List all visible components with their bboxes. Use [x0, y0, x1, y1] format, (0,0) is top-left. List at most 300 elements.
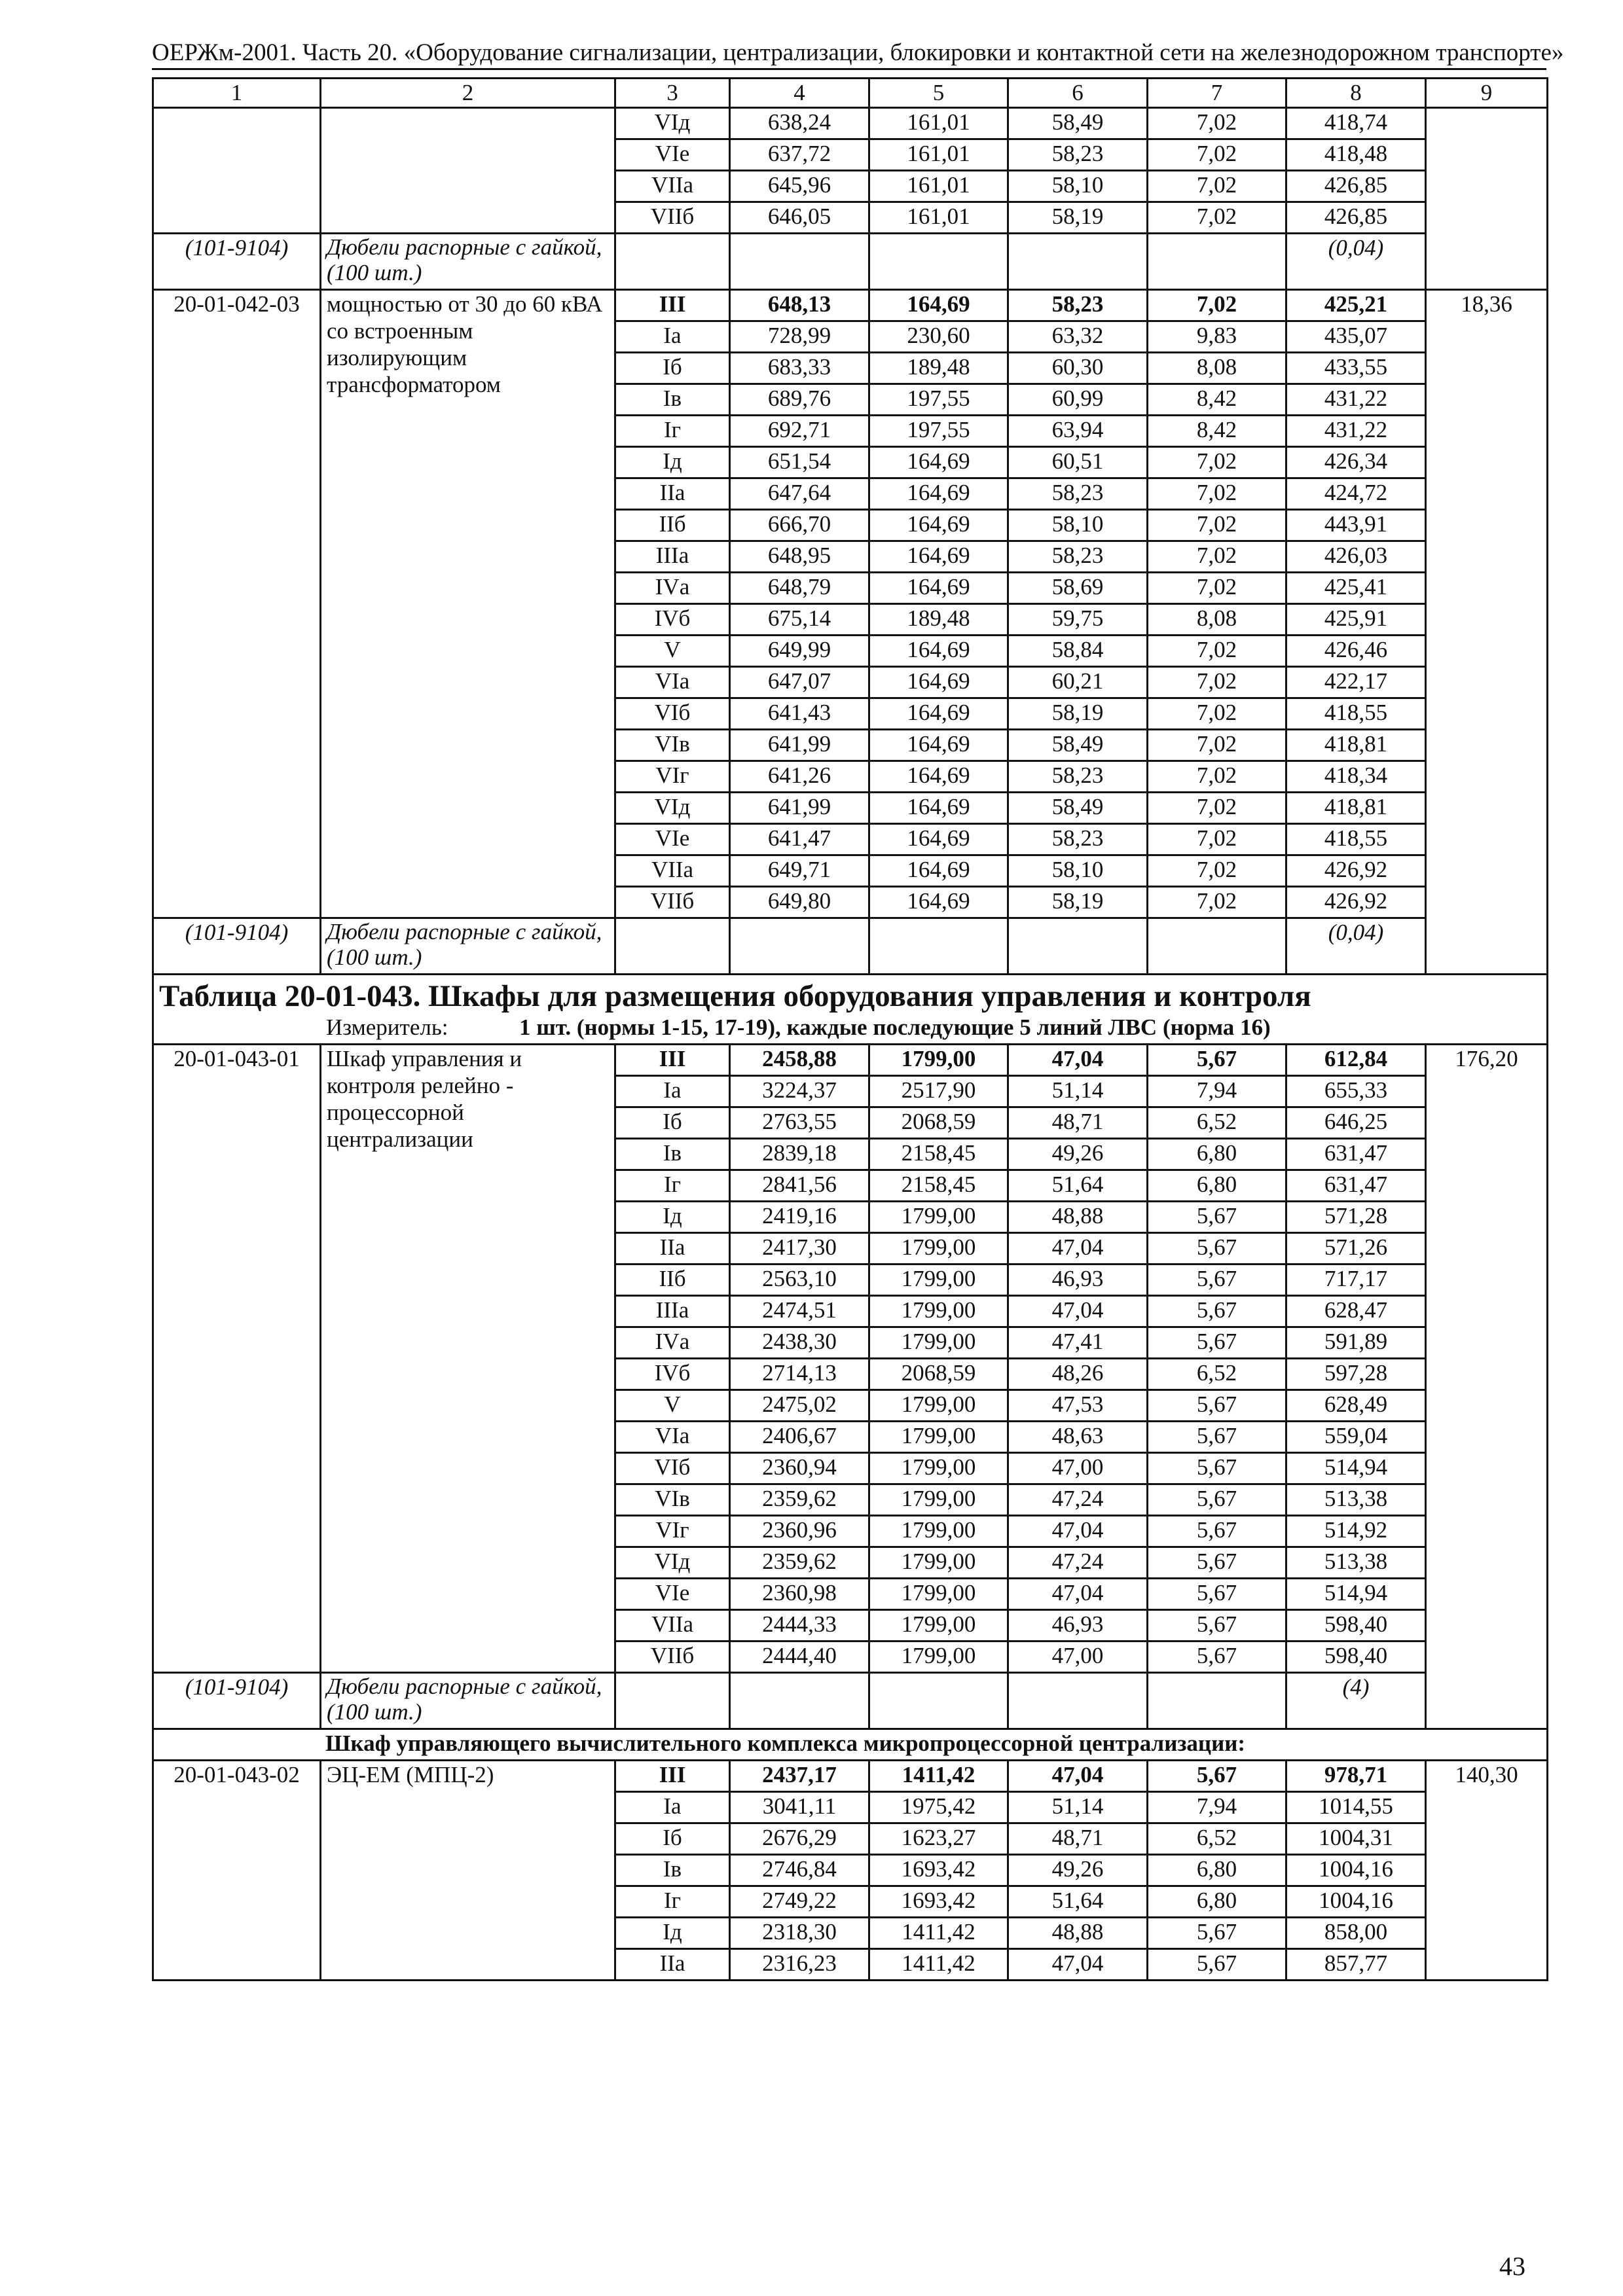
value-cell: 2316,23	[730, 1949, 869, 1981]
value-cell: 2438,30	[730, 1327, 869, 1359]
value-cell: 426,85	[1286, 202, 1426, 234]
zone-cell: VIIа	[615, 171, 730, 202]
value-cell: 857,77	[1286, 1949, 1426, 1981]
value-cell: 48,88	[1008, 1202, 1148, 1233]
zone-cell: Iд	[615, 447, 730, 478]
value-cell: 2419,16	[730, 1202, 869, 1233]
value-cell: 161,01	[869, 171, 1008, 202]
value-cell: 2676,29	[730, 1823, 869, 1855]
value-cell: 2444,33	[730, 1610, 869, 1641]
value-cell: 7,02	[1148, 478, 1286, 510]
value-cell: 47,53	[1008, 1390, 1148, 1422]
value-cell: 7,02	[1148, 761, 1286, 793]
value-cell: 48,63	[1008, 1422, 1148, 1453]
value-cell: 1799,00	[869, 1390, 1008, 1422]
zone-cell: Iб	[615, 1823, 730, 1855]
zone-cell: V	[615, 636, 730, 667]
value-cell: 1799,00	[869, 1265, 1008, 1296]
value-cell: 2517,90	[869, 1076, 1008, 1107]
measure-line	[159, 1014, 1541, 1043]
value-cell: 58,23	[1008, 824, 1148, 855]
zone-cell: IIIа	[615, 541, 730, 573]
value-cell: 6,52	[1148, 1823, 1286, 1855]
value-cell: 648,95	[730, 541, 869, 573]
value-cell: 5,67	[1148, 1296, 1286, 1327]
value-cell: 6,52	[1148, 1359, 1286, 1390]
value-cell: 7,02	[1148, 793, 1286, 824]
value-cell: 7,94	[1148, 1076, 1286, 1107]
value-cell: 728,99	[730, 321, 869, 353]
zone-cell: IVб	[615, 604, 730, 636]
value-cell: 418,81	[1286, 793, 1426, 824]
zone-cell: VIIб	[615, 202, 730, 234]
value-cell: 51,64	[1008, 1886, 1148, 1918]
value-cell: 1004,16	[1286, 1855, 1426, 1886]
value-cell: 1411,42	[869, 1918, 1008, 1949]
zone-cell: VIд	[615, 793, 730, 824]
zone-cell: Iб	[615, 1107, 730, 1139]
zone-cell: IVб	[615, 1359, 730, 1390]
value-cell: 978,71	[1286, 1761, 1426, 1792]
value-cell: 683,33	[730, 353, 869, 384]
norms-table	[152, 77, 1548, 1981]
value-cell: 47,24	[1008, 1547, 1148, 1579]
value-cell: 7,02	[1148, 108, 1286, 139]
value-cell: 628,47	[1286, 1296, 1426, 1327]
subresource-name: Дюбели распорные с гайкой, (100 шт.)	[327, 1674, 602, 1725]
table-row	[153, 1761, 1548, 1792]
value-cell: 2359,62	[730, 1484, 869, 1516]
value-cell: 2360,96	[730, 1516, 869, 1547]
zone-cell: VIб	[615, 1453, 730, 1484]
value-cell: 514,94	[1286, 1453, 1426, 1484]
value-cell: 559,04	[1286, 1422, 1426, 1453]
table-row	[153, 290, 1548, 321]
value-cell: 60,99	[1008, 384, 1148, 416]
subresource-code: (101-9104)	[185, 920, 289, 945]
empty-cell	[1148, 234, 1286, 290]
value-cell: 641,99	[730, 793, 869, 824]
zone-cell: Iв	[615, 1139, 730, 1170]
value-cell: 60,51	[1008, 447, 1148, 478]
value-cell: 2714,13	[730, 1359, 869, 1390]
value-cell: 49,26	[1008, 1139, 1148, 1170]
value-cell: 1411,42	[869, 1949, 1008, 1981]
zone-cell: VIа	[615, 1422, 730, 1453]
value-cell: 648,13	[730, 290, 869, 321]
value-cell: 649,71	[730, 855, 869, 887]
table-row	[153, 1045, 1548, 1076]
value-cell: 7,02	[1148, 636, 1286, 667]
norm-code: 20-01-042-03	[173, 291, 300, 317]
value-cell: 649,99	[730, 636, 869, 667]
value-cell: 2406,67	[730, 1422, 869, 1453]
column-number: 7	[1148, 79, 1286, 108]
value-cell: 8,08	[1148, 604, 1286, 636]
value-cell: 514,92	[1286, 1516, 1426, 1547]
value-cell: 628,49	[1286, 1390, 1426, 1422]
value-cell: 655,33	[1286, 1076, 1426, 1107]
value-cell: 46,93	[1008, 1610, 1148, 1641]
value-cell: 48,71	[1008, 1107, 1148, 1139]
value-cell: 5,67	[1148, 1516, 1286, 1547]
value-cell: 2763,55	[730, 1107, 869, 1139]
norm-name: мощностью от 30 до 60 кВА со встроенным изолирующим трансформатором	[327, 291, 603, 397]
value-cell: 641,47	[730, 824, 869, 855]
norm-code-cell	[153, 108, 321, 234]
value-cell: 7,94	[1148, 1792, 1286, 1823]
value-cell: 6,80	[1148, 1139, 1286, 1170]
zone-cell: Iб	[615, 353, 730, 384]
value-cell: 1799,00	[869, 1045, 1008, 1076]
value-cell: 6,80	[1148, 1170, 1286, 1202]
value-cell: 646,25	[1286, 1107, 1426, 1139]
value-cell: 2360,98	[730, 1579, 869, 1610]
value-cell: 646,05	[730, 202, 869, 234]
value-cell: 7,02	[1148, 887, 1286, 918]
labor-cost-cell: 176,20	[1426, 1045, 1548, 1729]
zone-cell: III	[615, 1761, 730, 1792]
value-cell: 418,34	[1286, 761, 1426, 793]
subheading: Шкаф управляющего вычислительного комплекса микропроцессорной централизации:	[153, 1729, 1548, 1761]
norm-code: 20-01-043-01	[173, 1046, 300, 1071]
value-cell: 2841,56	[730, 1170, 869, 1202]
value-cell: 47,00	[1008, 1641, 1148, 1673]
value-cell: 164,69	[869, 855, 1008, 887]
empty-cell	[1148, 918, 1286, 975]
value-cell: 2068,59	[869, 1107, 1008, 1139]
value-cell: 164,69	[869, 447, 1008, 478]
value-cell: 2158,45	[869, 1170, 1008, 1202]
value-cell: 426,34	[1286, 447, 1426, 478]
value-cell: 666,70	[730, 510, 869, 541]
value-cell: 597,28	[1286, 1359, 1426, 1390]
value-cell: 648,79	[730, 573, 869, 604]
value-cell: 164,69	[869, 510, 1008, 541]
empty-cell	[615, 918, 730, 975]
value-cell: 48,88	[1008, 1918, 1148, 1949]
value-cell: 2360,94	[730, 1453, 869, 1484]
value-cell: 164,69	[869, 793, 1008, 824]
value-cell: 1799,00	[869, 1327, 1008, 1359]
value-cell: 1799,00	[869, 1610, 1008, 1641]
value-cell: 717,17	[1286, 1265, 1426, 1296]
value-cell: 426,85	[1286, 171, 1426, 202]
value-cell: 1799,00	[869, 1516, 1008, 1547]
value-cell: 58,23	[1008, 290, 1148, 321]
empty-cell	[1148, 1673, 1286, 1729]
value-cell: 2475,02	[730, 1390, 869, 1422]
value-cell: 6,80	[1148, 1886, 1286, 1918]
value-cell: 7,02	[1148, 824, 1286, 855]
labor-cost-cell: 18,36	[1426, 290, 1548, 975]
value-cell: 641,43	[730, 698, 869, 730]
value-cell: 647,64	[730, 478, 869, 510]
column-number: 6	[1008, 79, 1148, 108]
subresource-row	[153, 918, 1548, 975]
value-cell: 431,22	[1286, 384, 1426, 416]
column-number-row	[153, 79, 1548, 108]
norm-name-cell	[321, 1761, 615, 1981]
column-number: 3	[615, 79, 730, 108]
value-cell: 5,67	[1148, 1641, 1286, 1673]
value-cell: 3041,11	[730, 1792, 869, 1823]
measure-label: Измеритель:	[326, 1014, 448, 1040]
value-cell: 1799,00	[869, 1422, 1008, 1453]
value-cell: 424,72	[1286, 478, 1426, 510]
value-cell: 2444,40	[730, 1641, 869, 1673]
value-cell: 1799,00	[869, 1202, 1008, 1233]
value-cell: 2474,51	[730, 1296, 869, 1327]
empty-cell	[1008, 918, 1148, 975]
value-cell: 1799,00	[869, 1484, 1008, 1516]
value-cell: 51,14	[1008, 1076, 1148, 1107]
value-cell: 2068,59	[869, 1359, 1008, 1390]
value-cell: 422,17	[1286, 667, 1426, 698]
value-cell: 641,26	[730, 761, 869, 793]
value-cell: 571,26	[1286, 1233, 1426, 1265]
value-cell: 189,48	[869, 353, 1008, 384]
value-cell: 1693,42	[869, 1886, 1008, 1918]
value-cell: 47,04	[1008, 1579, 1148, 1610]
value-cell: 1799,00	[869, 1579, 1008, 1610]
value-cell: 426,92	[1286, 887, 1426, 918]
zone-cell: IIа	[615, 1949, 730, 1981]
zone-cell: Iд	[615, 1918, 730, 1949]
value-cell: 47,04	[1008, 1296, 1148, 1327]
zone-cell: Iв	[615, 384, 730, 416]
subresource-name-cell	[321, 1673, 615, 1729]
empty-cell	[615, 234, 730, 290]
norm-name-cell	[321, 108, 615, 234]
norm-code-cell	[153, 1761, 321, 1981]
value-cell: 48,71	[1008, 1823, 1148, 1855]
value-cell: 47,04	[1008, 1045, 1148, 1076]
subresource-code-cell	[153, 234, 321, 290]
value-cell: 5,67	[1148, 1327, 1286, 1359]
value-cell: 63,32	[1008, 321, 1148, 353]
column-number: 4	[730, 79, 869, 108]
empty-cell	[730, 234, 869, 290]
value-cell: 2158,45	[869, 1139, 1008, 1170]
subresource-value: (4)	[1286, 1673, 1426, 1729]
value-cell: 631,47	[1286, 1139, 1426, 1170]
labor-cost-cell: 140,30	[1426, 1761, 1548, 1981]
value-cell: 5,67	[1148, 1045, 1286, 1076]
value-cell: 7,02	[1148, 447, 1286, 478]
zone-cell: VIе	[615, 139, 730, 171]
value-cell: 426,03	[1286, 541, 1426, 573]
value-cell: 651,54	[730, 447, 869, 478]
value-cell: 641,99	[730, 730, 869, 761]
value-cell: 164,69	[869, 636, 1008, 667]
zone-cell: VIд	[615, 108, 730, 139]
value-cell: 60,30	[1008, 353, 1148, 384]
value-cell: 47,04	[1008, 1949, 1148, 1981]
value-cell: 598,40	[1286, 1641, 1426, 1673]
zone-cell: IIа	[615, 1233, 730, 1265]
value-cell: 514,94	[1286, 1579, 1426, 1610]
value-cell: 7,02	[1148, 139, 1286, 171]
table-title-row	[153, 975, 1548, 1045]
value-cell: 47,41	[1008, 1327, 1148, 1359]
value-cell: 189,48	[869, 604, 1008, 636]
zone-cell: Iв	[615, 1855, 730, 1886]
value-cell: 5,67	[1148, 1453, 1286, 1484]
value-cell: 6,80	[1148, 1855, 1286, 1886]
value-cell: 46,93	[1008, 1265, 1148, 1296]
subresource-code-cell	[153, 1673, 321, 1729]
value-cell: 58,84	[1008, 636, 1148, 667]
value-cell: 161,01	[869, 202, 1008, 234]
zone-cell: Iа	[615, 1076, 730, 1107]
header-rule	[152, 68, 1546, 70]
page-number: 43	[1499, 2251, 1525, 2281]
value-cell: 435,07	[1286, 321, 1426, 353]
value-cell: 425,21	[1286, 290, 1426, 321]
value-cell: 689,76	[730, 384, 869, 416]
value-cell: 63,94	[1008, 416, 1148, 447]
value-cell: 1799,00	[869, 1641, 1008, 1673]
value-cell: 638,24	[730, 108, 869, 139]
value-cell: 513,38	[1286, 1484, 1426, 1516]
value-cell: 418,55	[1286, 824, 1426, 855]
value-cell: 1004,31	[1286, 1823, 1426, 1855]
zone-cell: VIд	[615, 1547, 730, 1579]
empty-cell	[1008, 1673, 1148, 1729]
value-cell: 7,02	[1148, 855, 1286, 887]
empty-cell	[1008, 234, 1148, 290]
value-cell: 161,01	[869, 108, 1008, 139]
value-cell: 49,26	[1008, 1855, 1148, 1886]
value-cell: 164,69	[869, 478, 1008, 510]
norm-name-cell	[321, 1045, 615, 1673]
value-cell: 164,69	[869, 667, 1008, 698]
subresource-code: (101-9104)	[185, 235, 289, 260]
column-number: 8	[1286, 79, 1426, 108]
zone-cell: IVа	[615, 1327, 730, 1359]
value-cell: 7,02	[1148, 573, 1286, 604]
value-cell: 5,67	[1148, 1233, 1286, 1265]
running-header: ОЕРЖм-2001. Часть 20. «Оборудование сигнализации, централизации, блокировки и контактной сети на железнодорожном транспорте»	[152, 39, 1564, 66]
value-cell: 431,22	[1286, 416, 1426, 447]
value-cell: 1014,55	[1286, 1792, 1426, 1823]
value-cell: 2318,30	[730, 1918, 869, 1949]
zone-cell: IIб	[615, 510, 730, 541]
subresource-name: Дюбели распорные с гайкой, (100 шт.)	[327, 234, 602, 285]
value-cell: 47,04	[1008, 1233, 1148, 1265]
table-title-cell	[153, 975, 1548, 1045]
value-cell: 58,23	[1008, 139, 1148, 171]
norms-table-body	[153, 79, 1548, 1981]
zone-cell: Iг	[615, 1170, 730, 1202]
subheading-row	[153, 1729, 1548, 1761]
value-cell: 649,80	[730, 887, 869, 918]
value-cell: 7,02	[1148, 202, 1286, 234]
value-cell: 51,14	[1008, 1792, 1148, 1823]
zone-cell: Iа	[615, 1792, 730, 1823]
value-cell: 598,40	[1286, 1610, 1426, 1641]
value-cell: 51,64	[1008, 1170, 1148, 1202]
value-cell: 418,81	[1286, 730, 1426, 761]
value-cell: 426,46	[1286, 636, 1426, 667]
value-cell: 1411,42	[869, 1761, 1008, 1792]
value-cell: 7,02	[1148, 510, 1286, 541]
value-cell: 5,67	[1148, 1202, 1286, 1233]
empty-cell	[869, 1673, 1008, 1729]
value-cell: 858,00	[1286, 1918, 1426, 1949]
value-cell: 2417,30	[730, 1233, 869, 1265]
zone-cell: VIIб	[615, 887, 730, 918]
value-cell: 164,69	[869, 573, 1008, 604]
value-cell: 8,42	[1148, 384, 1286, 416]
zone-cell: IIIа	[615, 1296, 730, 1327]
value-cell: 3224,37	[730, 1076, 869, 1107]
subresource-code-cell	[153, 918, 321, 975]
value-cell: 164,69	[869, 887, 1008, 918]
value-cell: 58,49	[1008, 730, 1148, 761]
value-cell: 7,02	[1148, 290, 1286, 321]
value-cell: 631,47	[1286, 1170, 1426, 1202]
value-cell: 7,02	[1148, 171, 1286, 202]
zone-cell: IIа	[615, 478, 730, 510]
value-cell: 5,67	[1148, 1422, 1286, 1453]
value-cell: 7,02	[1148, 541, 1286, 573]
value-cell: 60,21	[1008, 667, 1148, 698]
norm-code: 20-01-043-02	[173, 1762, 300, 1787]
zone-cell: IIб	[615, 1265, 730, 1296]
value-cell: 1799,00	[869, 1547, 1008, 1579]
value-cell: 2746,84	[730, 1855, 869, 1886]
zone-cell: Iг	[615, 1886, 730, 1918]
value-cell: 58,10	[1008, 171, 1148, 202]
value-cell: 1799,00	[869, 1296, 1008, 1327]
value-cell: 5,67	[1148, 1579, 1286, 1610]
value-cell: 2563,10	[730, 1265, 869, 1296]
column-number: 2	[321, 79, 615, 108]
value-cell: 426,92	[1286, 855, 1426, 887]
value-cell: 47,04	[1008, 1761, 1148, 1792]
column-number: 1	[153, 79, 321, 108]
value-cell: 47,24	[1008, 1484, 1148, 1516]
zone-cell: VIб	[615, 698, 730, 730]
norm-name: Шкаф управления и контроля релейно - процессорной централизации	[327, 1046, 522, 1152]
value-cell: 692,71	[730, 416, 869, 447]
value-cell: 58,49	[1008, 108, 1148, 139]
value-cell: 2839,18	[730, 1139, 869, 1170]
value-cell: 47,00	[1008, 1453, 1148, 1484]
value-cell: 59,75	[1008, 604, 1148, 636]
table-row	[153, 108, 1548, 139]
zone-cell: III	[615, 1045, 730, 1076]
zone-cell: VIв	[615, 1484, 730, 1516]
value-cell: 7,02	[1148, 667, 1286, 698]
subresource-name-cell	[321, 234, 615, 290]
value-cell: 2749,22	[730, 1886, 869, 1918]
subresource-value: (0,04)	[1286, 234, 1426, 290]
zone-cell: VIе	[615, 824, 730, 855]
value-cell: 418,74	[1286, 108, 1426, 139]
value-cell: 1799,00	[869, 1453, 1008, 1484]
subresource-row	[153, 1673, 1548, 1729]
value-cell: 612,84	[1286, 1045, 1426, 1076]
norm-code-cell	[153, 290, 321, 918]
zone-cell: VIа	[615, 667, 730, 698]
value-cell: 571,28	[1286, 1202, 1426, 1233]
zone-cell: III	[615, 290, 730, 321]
value-cell: 58,23	[1008, 761, 1148, 793]
value-cell: 8,42	[1148, 416, 1286, 447]
